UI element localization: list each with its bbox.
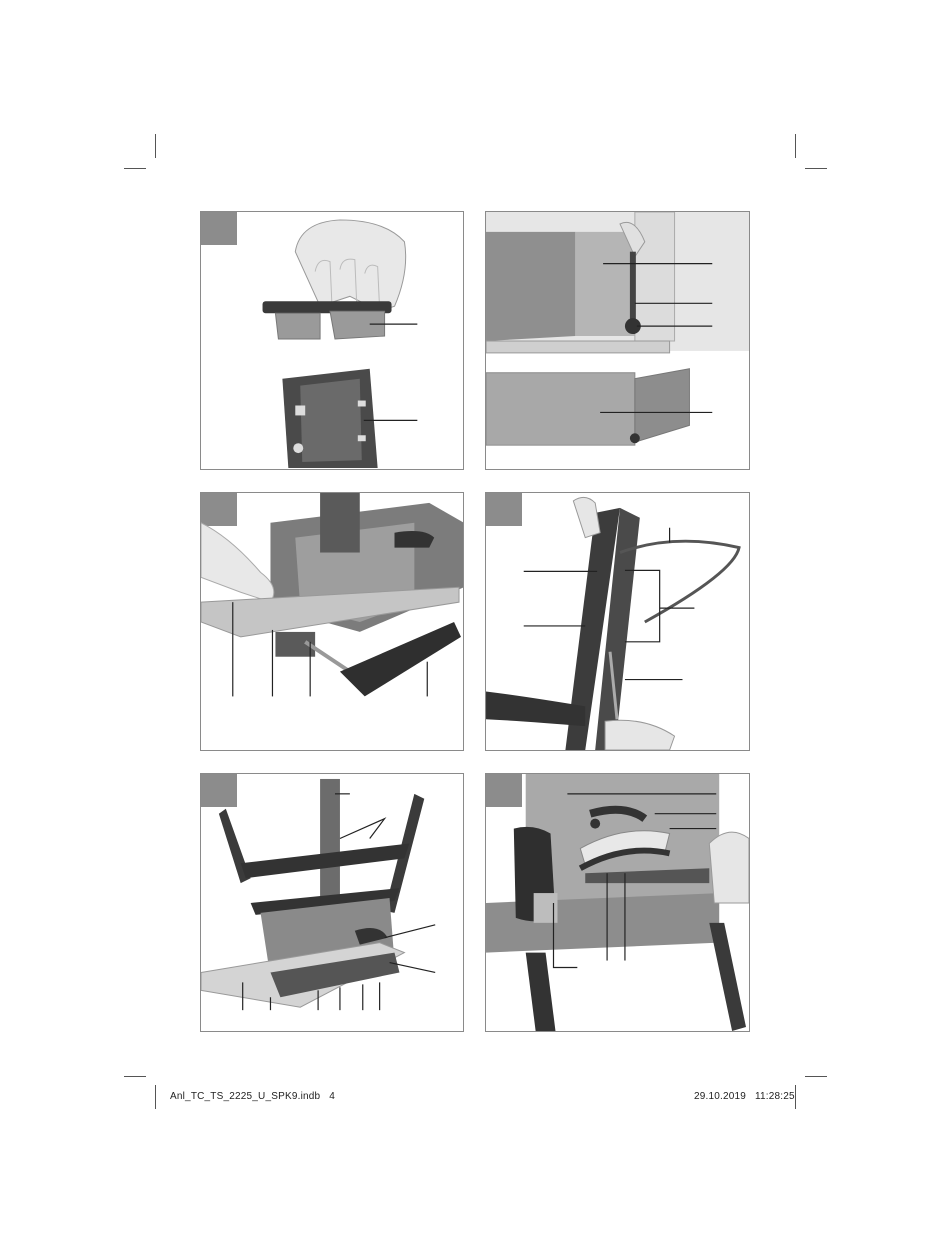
table-extension-illustration [486, 212, 749, 469]
crop-mark [124, 168, 146, 169]
figure-panel-5 [200, 773, 464, 1032]
footer-file-name: Anl_TC_TS_2225_U_SPK9.indb 4 [170, 1091, 335, 1102]
crop-mark [805, 1076, 827, 1077]
extension-mount-illustration [201, 212, 463, 469]
footer-date-time: 29.10.2019 11:28:25 [694, 1091, 795, 1102]
crop-mark [795, 134, 796, 158]
saw-underside-illustration [201, 493, 463, 750]
crop-mark [155, 134, 156, 158]
figure-panel-2 [485, 211, 750, 470]
figure-panel-1 [200, 211, 464, 470]
leg-brace-illustration [486, 493, 749, 750]
crop-mark [805, 168, 827, 169]
figure-panel-4 [485, 492, 750, 751]
crop-mark [124, 1076, 146, 1077]
crop-mark [155, 1085, 156, 1109]
figure-panel-6 [485, 773, 750, 1032]
stand-assembled-illustration [201, 774, 463, 1031]
crop-mark [795, 1085, 796, 1109]
bevel-adjustment-illustration [486, 774, 749, 1031]
figure-panel-3 [200, 492, 464, 751]
